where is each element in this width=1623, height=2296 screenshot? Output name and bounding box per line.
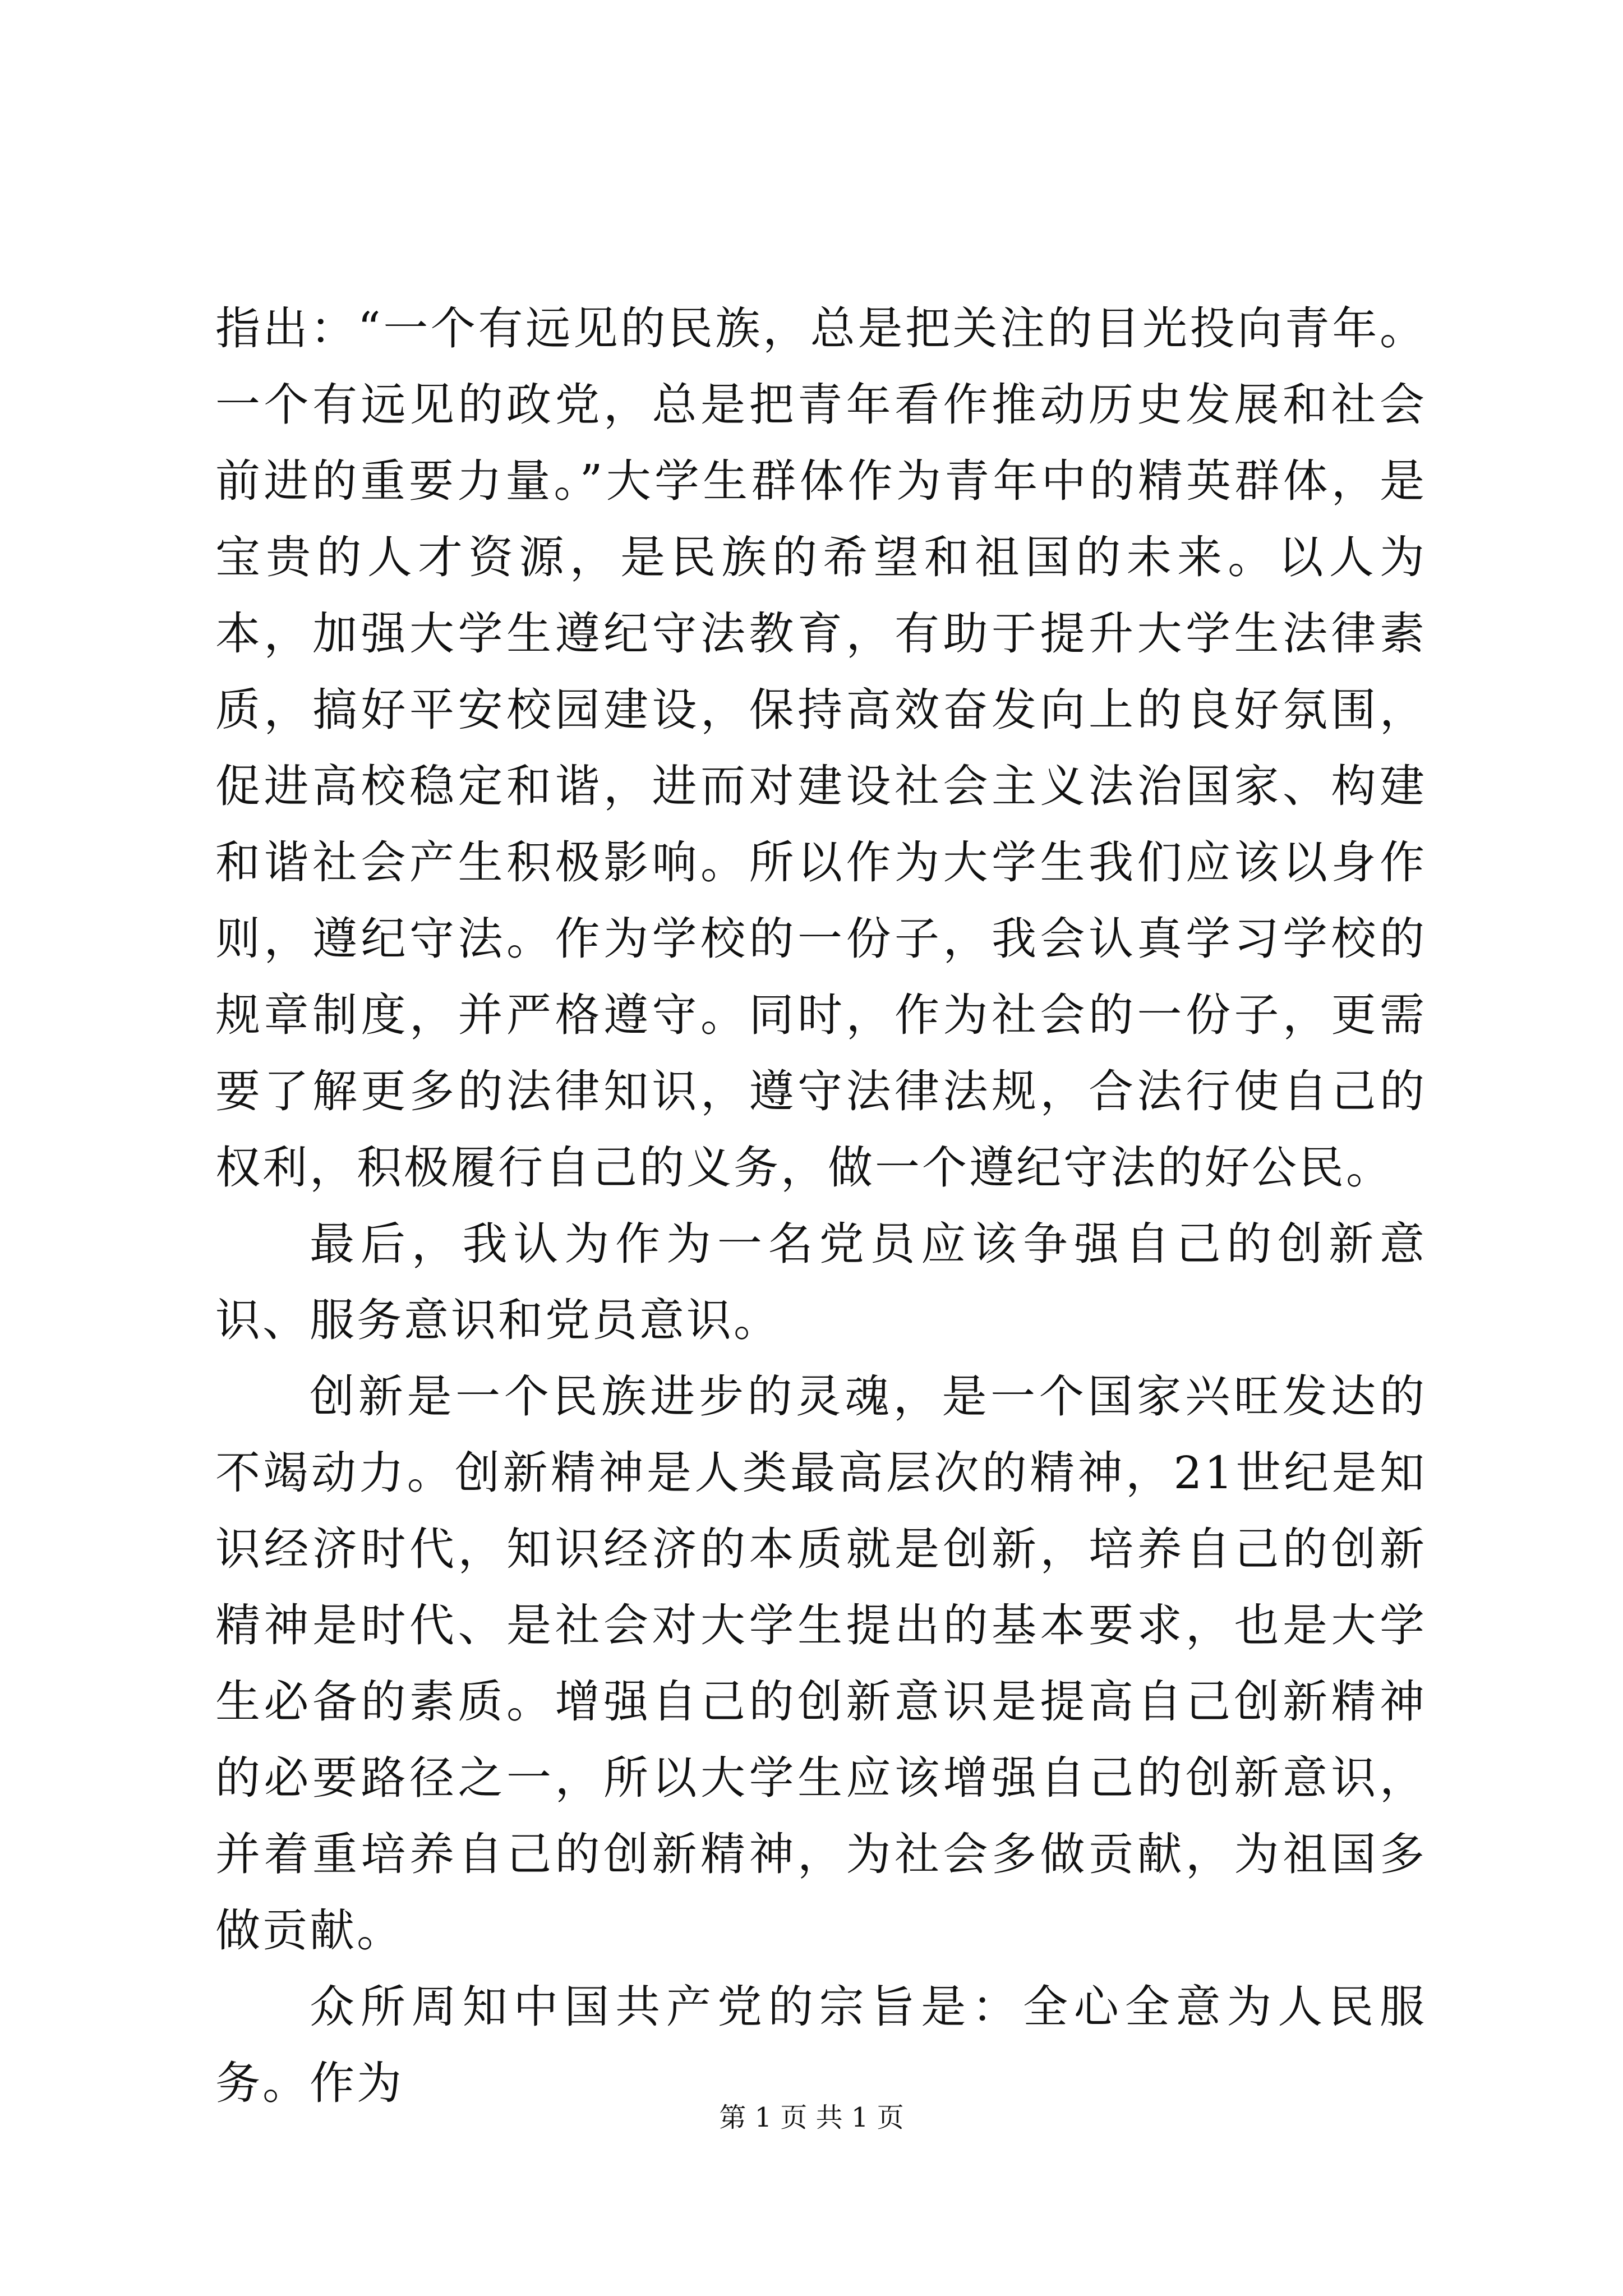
paragraph-2: 最后，我认为作为一名党员应该争强自己的创新意识、服务意识和党员意识。 [215,1218,1427,1346]
paragraph-1: 指出：“一个有远见的民族，总是把关注的目光投向青年。一个有远见的政党，总是把青年看作推动历史发展和社会前进的重要力量。”大学生群体作为青年中的精英群体，是宝贵的人才资源，是民族的希望和祖国的未来。以人为本，加强大学生遵纪守法教育，有助于提升大学生法律素质，搞好平安校园建设，保持高效奋发向上的良好氛围，促进高校稳定和谐，进而对建设社会主义法治国家、构建和谐社会产生积极影响。所以作为大学生我们应该以身作则，遵纪守法。作为学校的一份子，我会认真学习学校的规章制度，并严格遵守。同时，作为社会的一份子，更需要了解更多的法律知识，遵守法律法规，合法行使自己的权利，积极履行自己的义务，做一个遵纪守法的好公民。 [215,302,1427,1194]
paragraph-4: 众所周知中国共产党的宗旨是：全心全意为人民服务。作为 [215,1981,1427,2109]
document-body [215,291,1427,2122]
paragraph-3: 创新是一个民族进步的灵魂，是一个国家兴旺发达的不竭动力。创新精神是人类最高层次的精神，21世纪是知识经济时代，知识经济的本质就是创新，培养自己的创新精神是时代、是社会对大学生提出的基本要求，也是大学生必备的素质。增强自己的创新意识是提高自己创新精神的必要路径之一，所以大学生应该增强自己的创新意识，并着重培养自己的创新精神，为社会多做贡献，为祖国多做贡献。 [215,1370,1427,1957]
page-number-footer: 第 1 页 共 1 页 [719,2102,904,2133]
